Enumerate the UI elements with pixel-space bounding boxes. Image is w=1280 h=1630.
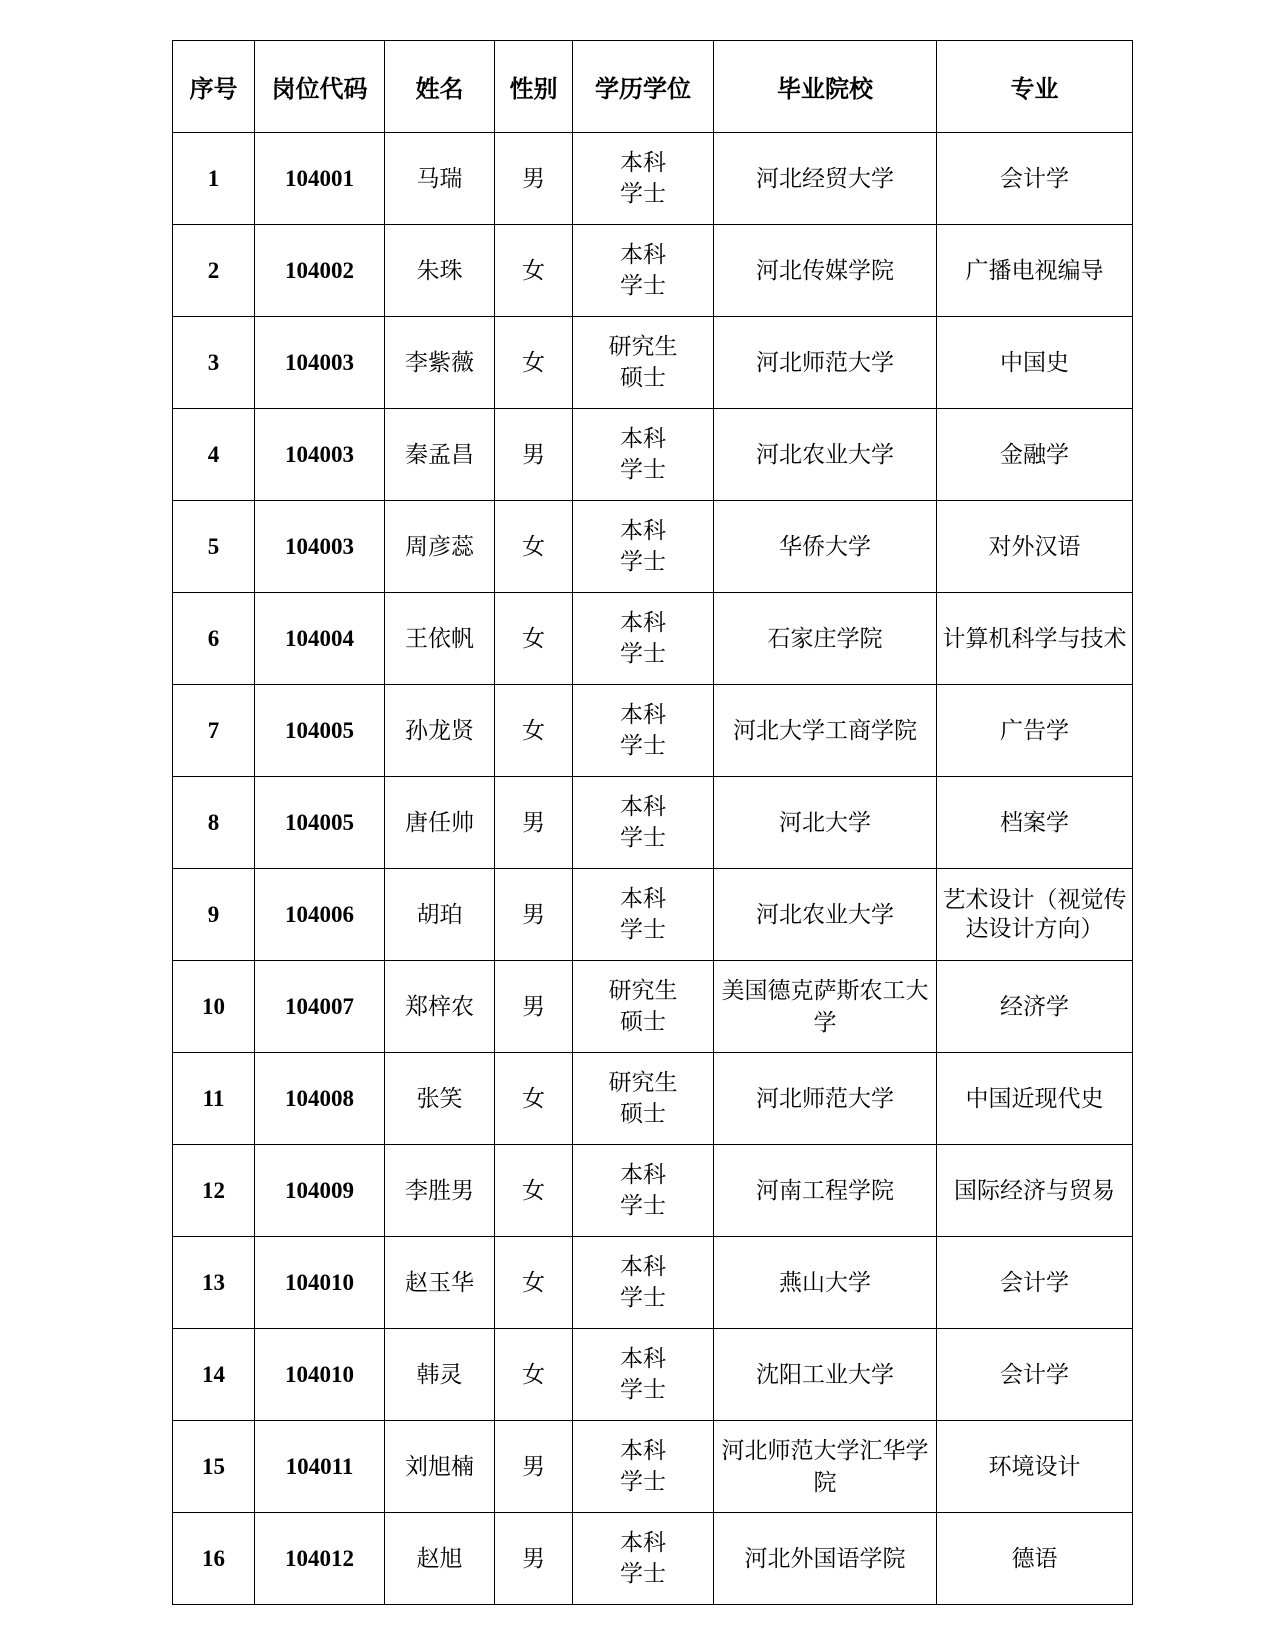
cell-school: 河北经贸大学 [714,133,937,225]
cell-education [573,777,714,869]
table-row [173,1145,1133,1237]
cell-seq: 4 [173,409,255,501]
cell-code: 104007 [255,961,385,1053]
cell-major: 广告学 [937,685,1133,777]
cell-code: 104006 [255,869,385,961]
cell-school: 河北农业大学 [714,409,937,501]
cell-edu-level: 本科 [620,517,666,544]
table-header [173,41,1133,133]
cell-school: 沈阳工业大学 [714,1329,937,1421]
cell-code: 104011 [255,1421,385,1513]
cell-education [573,1053,714,1145]
cell-school: 美国德克萨斯农工大学 [714,961,937,1053]
cell-edu-level: 本科 [620,793,666,820]
cell-education [573,501,714,593]
cell-edu-level: 本科 [620,1161,666,1188]
cell-degree: 硕士 [620,1008,666,1035]
cell-code: 104002 [255,225,385,317]
cell-name: 韩灵 [385,1329,495,1421]
cell-seq: 10 [173,961,255,1053]
cell-degree: 学士 [620,1284,666,1311]
cell-major: 环境设计 [937,1421,1133,1513]
header-seq: 序号 [173,41,255,133]
cell-gender: 女 [495,593,573,685]
cell-gender: 女 [495,1237,573,1329]
cell-name: 唐任帅 [385,777,495,869]
cell-seq: 8 [173,777,255,869]
cell-gender: 女 [495,225,573,317]
cell-major: 会计学 [937,133,1133,225]
cell-seq: 13 [173,1237,255,1329]
table-row [173,777,1133,869]
cell-education [573,961,714,1053]
cell-major: 对外汉语 [937,501,1133,593]
cell-education [573,1421,714,1513]
header-code: 岗位代码 [255,41,385,133]
cell-major: 广播电视编导 [937,225,1133,317]
cell-gender: 女 [495,1329,573,1421]
cell-seq: 3 [173,317,255,409]
cell-seq: 7 [173,685,255,777]
cell-major: 计算机科学与技术 [937,593,1133,685]
header-gender: 性别 [495,41,573,133]
cell-code: 104005 [255,777,385,869]
cell-education [573,1237,714,1329]
cell-code: 104009 [255,1145,385,1237]
cell-major: 经济学 [937,961,1133,1053]
cell-code: 104003 [255,409,385,501]
cell-major: 德语 [937,1513,1133,1605]
cell-gender: 女 [495,685,573,777]
cell-seq: 11 [173,1053,255,1145]
table-row [173,1513,1133,1605]
cell-edu-level: 本科 [620,241,666,268]
cell-degree: 硕士 [620,1100,666,1127]
cell-education [573,1329,714,1421]
cell-education [573,593,714,685]
table-row [173,593,1133,685]
cell-edu-level: 本科 [620,1253,666,1280]
cell-seq: 15 [173,1421,255,1513]
table-row [173,1237,1133,1329]
cell-major: 会计学 [937,1329,1133,1421]
table-row [173,409,1133,501]
cell-school: 华侨大学 [714,501,937,593]
cell-edu-level: 本科 [620,609,666,636]
cell-degree: 学士 [620,732,666,759]
cell-seq: 16 [173,1513,255,1605]
cell-education [573,317,714,409]
cell-edu-level: 本科 [620,149,666,176]
cell-edu-level: 研究生 [608,333,678,360]
cell-edu-level: 研究生 [608,1069,678,1096]
table-row [173,1053,1133,1145]
table-row [173,1421,1133,1513]
cell-education [573,133,714,225]
cell-school: 石家庄学院 [714,593,937,685]
cell-school: 河北外国语学院 [714,1513,937,1605]
cell-school: 河北师范大学 [714,1053,937,1145]
cell-major: 会计学 [937,1237,1133,1329]
table-row [173,869,1133,961]
cell-name: 孙龙贤 [385,685,495,777]
cell-seq: 1 [173,133,255,225]
cell-name: 李紫薇 [385,317,495,409]
table-row [173,317,1133,409]
cell-edu-level: 本科 [620,885,666,912]
cell-school: 河北农业大学 [714,869,937,961]
cell-code: 104010 [255,1329,385,1421]
table-row [173,685,1133,777]
cell-education [573,225,714,317]
cell-school: 河北师范大学汇华学院 [714,1421,937,1513]
cell-school: 燕山大学 [714,1237,937,1329]
table-row [173,501,1133,593]
cell-school: 河北师范大学 [714,317,937,409]
cell-name: 李胜男 [385,1145,495,1237]
candidate-table [172,40,1133,1605]
cell-degree: 学士 [620,180,666,207]
cell-gender: 女 [495,1053,573,1145]
cell-name: 胡珀 [385,869,495,961]
cell-major: 中国近现代史 [937,1053,1133,1145]
cell-gender: 男 [495,1421,573,1513]
cell-gender: 男 [495,133,573,225]
cell-degree: 学士 [620,824,666,851]
cell-gender: 男 [495,777,573,869]
table-row [173,225,1133,317]
cell-seq: 5 [173,501,255,593]
cell-major: 档案学 [937,777,1133,869]
cell-code: 104008 [255,1053,385,1145]
cell-major: 金融学 [937,409,1133,501]
cell-school: 河北传媒学院 [714,225,937,317]
cell-education [573,869,714,961]
cell-edu-level: 研究生 [608,977,678,1004]
cell-degree: 学士 [620,640,666,667]
cell-code: 104010 [255,1237,385,1329]
cell-school: 河北大学工商学院 [714,685,937,777]
cell-seq: 14 [173,1329,255,1421]
table-body [173,133,1133,1605]
cell-code: 104012 [255,1513,385,1605]
cell-gender: 男 [495,961,573,1053]
cell-gender: 男 [495,409,573,501]
cell-seq: 6 [173,593,255,685]
cell-name: 马瑞 [385,133,495,225]
cell-gender: 男 [495,869,573,961]
cell-edu-level: 本科 [620,1529,666,1556]
cell-major: 艺术设计（视觉传达设计方向） [937,869,1133,961]
header-education: 学历学位 [573,41,714,133]
table-row [173,961,1133,1053]
cell-name: 郑梓农 [385,961,495,1053]
cell-seq: 9 [173,869,255,961]
cell-degree: 学士 [620,272,666,299]
cell-education [573,409,714,501]
cell-edu-level: 本科 [620,1437,666,1464]
cell-degree: 学士 [620,1192,666,1219]
cell-edu-level: 本科 [620,1345,666,1372]
cell-name: 赵玉华 [385,1237,495,1329]
cell-name: 周彦蕊 [385,501,495,593]
cell-name: 赵旭 [385,1513,495,1605]
cell-name: 朱珠 [385,225,495,317]
cell-gender: 男 [495,1513,573,1605]
cell-degree: 学士 [620,916,666,943]
cell-name: 刘旭楠 [385,1421,495,1513]
cell-name: 秦孟昌 [385,409,495,501]
cell-code: 104005 [255,685,385,777]
cell-gender: 女 [495,317,573,409]
cell-degree: 学士 [620,456,666,483]
cell-education [573,685,714,777]
cell-degree: 学士 [620,1560,666,1587]
cell-seq: 12 [173,1145,255,1237]
cell-code: 104003 [255,317,385,409]
cell-major: 国际经济与贸易 [937,1145,1133,1237]
cell-code: 104001 [255,133,385,225]
table-row [173,1329,1133,1421]
cell-degree: 硕士 [620,364,666,391]
cell-education [573,1145,714,1237]
cell-education [573,1513,714,1605]
cell-seq: 2 [173,225,255,317]
cell-gender: 女 [495,501,573,593]
cell-edu-level: 本科 [620,425,666,452]
cell-name: 王依帆 [385,593,495,685]
cell-code: 104003 [255,501,385,593]
table-row [173,133,1133,225]
cell-code: 104004 [255,593,385,685]
header-major: 专业 [937,41,1133,133]
cell-school: 河北大学 [714,777,937,869]
cell-degree: 学士 [620,1376,666,1403]
cell-degree: 学士 [620,548,666,575]
header-school: 毕业院校 [714,41,937,133]
cell-gender: 女 [495,1145,573,1237]
cell-degree: 学士 [620,1468,666,1495]
cell-name: 张笑 [385,1053,495,1145]
cell-edu-level: 本科 [620,701,666,728]
header-row [173,41,1133,133]
cell-major: 中国史 [937,317,1133,409]
cell-school: 河南工程学院 [714,1145,937,1237]
header-name: 姓名 [385,41,495,133]
